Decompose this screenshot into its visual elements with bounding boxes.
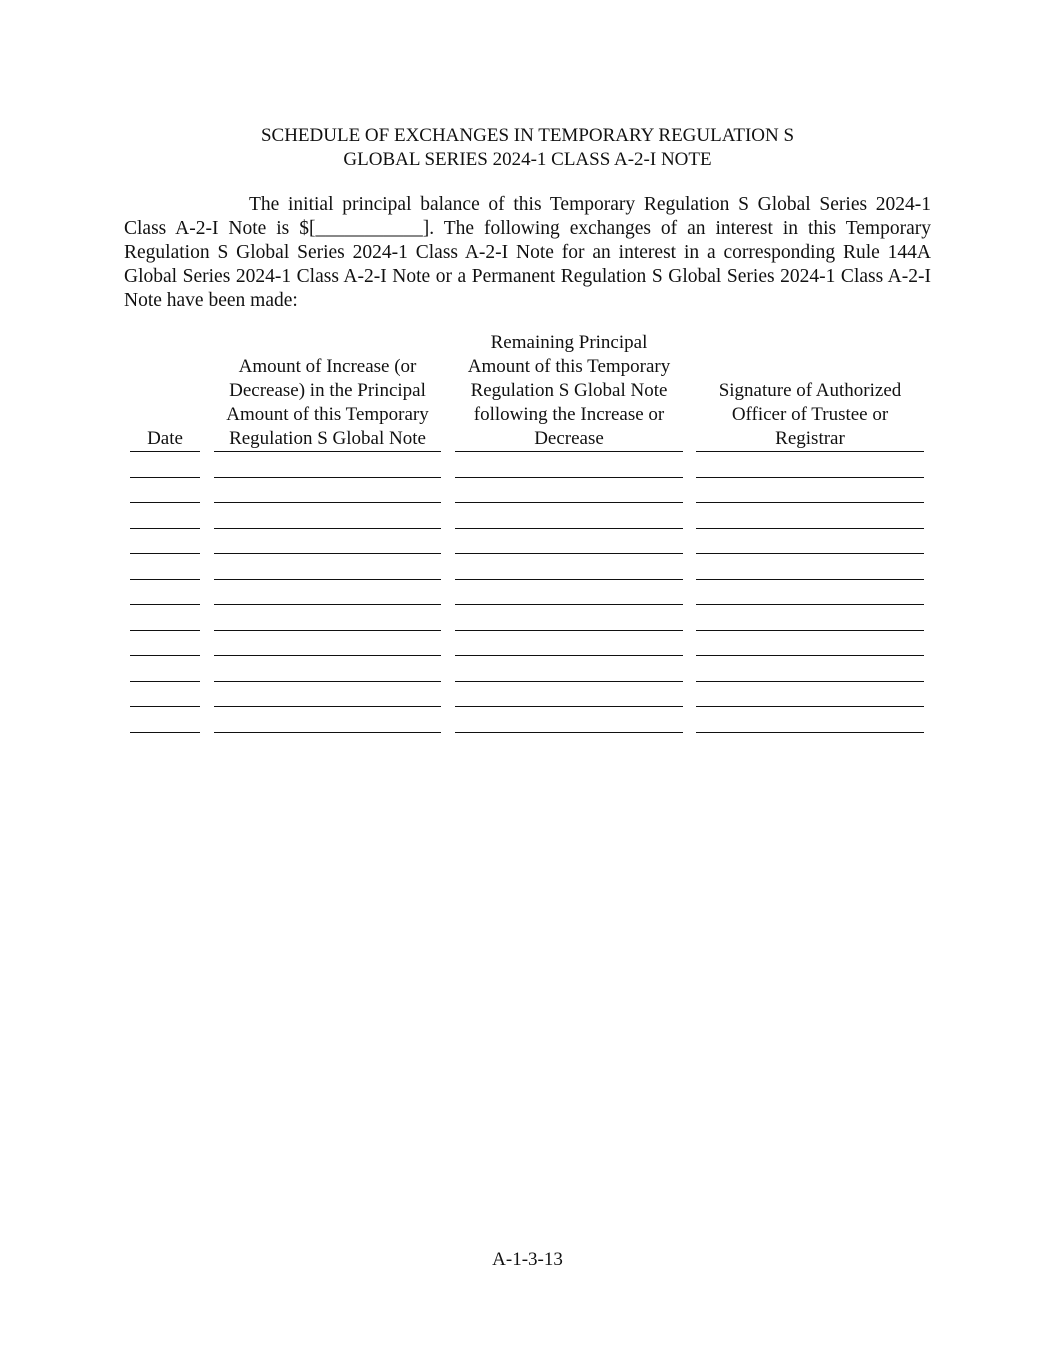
header-line: Remaining Principal bbox=[490, 332, 648, 353]
blank-entry-line bbox=[455, 732, 683, 733]
document-title bbox=[0, 124, 1055, 172]
blank-entry-line bbox=[130, 502, 200, 503]
column-header-signature bbox=[696, 331, 924, 451]
header-line: Amount of Increase (or bbox=[238, 356, 417, 377]
blank-entry-line bbox=[214, 706, 441, 707]
intro-paragraph: The initial principal balance of this Temporary Regulation S Global Series 2024-1 Class A-2-I Note is $[___________]. The following exchanges of an interest in this Temporary Regulation S Global Series 2024-1 Class A-2-I Note for an interest in a corresponding Rule 144A Global Series 2024-1 Class A-2-I Note or a Permanent Regulation S Global Series 2024-1 Class A-2-I Note have been made: bbox=[124, 194, 931, 311]
blank-entry-line bbox=[214, 732, 441, 733]
blank-entry-line bbox=[130, 706, 200, 707]
blank-entry-line bbox=[130, 681, 200, 682]
blank-entry-line bbox=[214, 528, 441, 529]
blank-entry-line bbox=[130, 630, 200, 631]
blank-entry-line bbox=[696, 630, 924, 631]
blank-entry-line bbox=[455, 706, 683, 707]
blank-entry-line bbox=[696, 655, 924, 656]
blank-entry-line bbox=[214, 604, 441, 605]
blank-entry-line bbox=[130, 732, 200, 733]
blank-entry-line bbox=[696, 477, 924, 478]
blank-entry-line bbox=[455, 630, 683, 631]
blank-entry-line bbox=[455, 681, 683, 682]
blank-entry-line bbox=[214, 477, 441, 478]
blank-entry-line bbox=[696, 579, 924, 580]
blank-entry-line bbox=[696, 604, 924, 605]
blank-entry-line bbox=[455, 477, 683, 478]
header-line: Regulation S Global Note bbox=[470, 380, 668, 401]
blank-entry-line bbox=[130, 655, 200, 656]
blank-entry-line bbox=[130, 553, 200, 554]
blank-entry-line bbox=[214, 553, 441, 554]
blank-entry-line bbox=[455, 528, 683, 529]
header-underline bbox=[130, 451, 200, 452]
blank-entry-line bbox=[455, 502, 683, 503]
blank-entry-line bbox=[455, 553, 683, 554]
column-header-amount bbox=[214, 331, 441, 451]
header-line: Amount of this Temporary bbox=[467, 356, 671, 377]
blank-entry-line bbox=[130, 528, 200, 529]
blank-entry-line bbox=[130, 579, 200, 580]
blank-entry-line bbox=[696, 681, 924, 682]
header-line: Registrar bbox=[775, 428, 845, 449]
header-underline bbox=[214, 451, 441, 452]
blank-entry-line bbox=[696, 553, 924, 554]
blank-entry-line bbox=[130, 477, 200, 478]
blank-entry-line bbox=[214, 681, 441, 682]
header-underline bbox=[455, 451, 683, 452]
title-line-1: SCHEDULE OF EXCHANGES IN TEMPORARY REGULATION S bbox=[260, 125, 795, 146]
column-header-remaining bbox=[455, 331, 683, 451]
blank-entry-line bbox=[455, 655, 683, 656]
blank-entry-line bbox=[455, 579, 683, 580]
header-line: Decrease) in the Principal bbox=[229, 380, 426, 401]
blank-entry-line bbox=[214, 502, 441, 503]
header-line: Signature of Authorized bbox=[718, 380, 902, 401]
blank-entry-line bbox=[455, 604, 683, 605]
blank-entry-line bbox=[130, 604, 200, 605]
header-line: Regulation S Global Note bbox=[229, 428, 426, 449]
blank-entry-line bbox=[214, 579, 441, 580]
header-line: Amount of this Temporary bbox=[226, 404, 429, 425]
header-line: Officer of Trustee or bbox=[731, 404, 889, 425]
blank-entry-line bbox=[696, 502, 924, 503]
blank-entry-line bbox=[696, 732, 924, 733]
blank-entry-line bbox=[214, 655, 441, 656]
header-line: Decrease bbox=[534, 428, 604, 449]
page-number: A-1-3-13 bbox=[492, 1249, 563, 1270]
column-header-date bbox=[130, 331, 200, 451]
blank-entry-line bbox=[696, 528, 924, 529]
header-line: Date bbox=[147, 428, 183, 449]
header-underline bbox=[696, 451, 924, 452]
blank-entry-line bbox=[696, 706, 924, 707]
blank-entry-line bbox=[214, 630, 441, 631]
title-line-2: GLOBAL SERIES 2024-1 CLASS A-2-I NOTE bbox=[343, 149, 712, 170]
header-line: following the Increase or bbox=[473, 404, 665, 425]
